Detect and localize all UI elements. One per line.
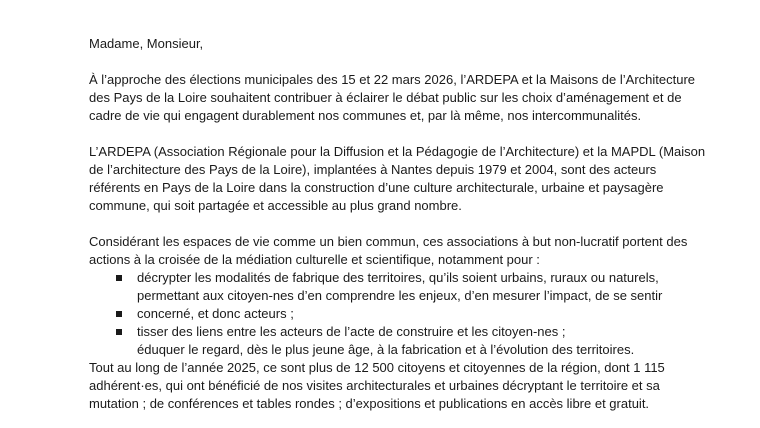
bullet-marker bbox=[116, 329, 122, 335]
bullet-item-line: permettant aux citoyen-nes d’en comprendre les enjeux, d’en mesurer l’impact, de se sentir bbox=[137, 288, 663, 303]
paragraph-4-line: adhérent·es, qui ont bénéficié de nos visites architecturales et urbaines décryptant le territoire et sa bbox=[89, 378, 660, 393]
paragraph-2-line: référents en Pays de la Loire dans la construction d’une culture architecturale, urbaine et paysagère bbox=[89, 180, 664, 195]
paragraph-1-line: cadre de vie qui engagent durablement nos communes et, par là même, nos intercommunalités. bbox=[89, 108, 642, 123]
bullet-item-line: tisser des liens entre les acteurs de l’acte de construire et les citoyen-nes ; bbox=[137, 324, 566, 339]
salutation: Madame, Monsieur, bbox=[89, 36, 204, 51]
bullet-item-line: éduquer le regard, dès le plus jeune âge, à la fabrication et à l’évolution des territoires. bbox=[137, 342, 635, 357]
paragraph-4-line: mutation ; de conférences et tables rondes ; d’expositions et publications en accès libre et gratuit. bbox=[89, 396, 650, 411]
paragraph-3-line: actions à la croisée de la médiation culturelle et scientifique, notamment pour : bbox=[89, 252, 540, 267]
paragraph-2-line: L’ARDEPA (Association Régionale pour la Diffusion et la Pédagogie de l’Architecture) et la MAPDL (Maison bbox=[89, 144, 706, 159]
paragraph-2-line: de l’architecture des Pays de la Loire), implantées à Nantes depuis 1979 et 2004, sont des acteurs bbox=[89, 162, 657, 177]
bullet-marker bbox=[116, 275, 122, 281]
paragraph-1-line: À l’approche des élections municipales des 15 et 22 mars 2026, l’ARDEPA et la Maisons de l’Architecture bbox=[89, 72, 696, 87]
paragraph-3-line: Considérant les espaces de vie comme un bien commun, ces associations à but non-lucratif portent des bbox=[89, 234, 688, 249]
paragraph-1-line: des Pays de la Loire souhaitent contribuer à éclairer le débat public sur les choix d’aménagement et de bbox=[89, 90, 682, 105]
bullet-item-line: décrypter les modalités de fabrique des territoires, qu’ils soient urbains, ruraux ou naturels, bbox=[137, 270, 659, 285]
bullet-item-line: concerné, et donc acteurs ; bbox=[137, 306, 294, 321]
bullet-marker bbox=[116, 311, 122, 317]
paragraph-2-line: commune, qui soit partagée et accessible au plus grand nombre. bbox=[89, 198, 462, 213]
paragraph-4-line: Tout au long de l’année 2025, ce sont plus de 12 500 citoyens et citoyennes de la région, dont 1 115 bbox=[89, 360, 665, 375]
